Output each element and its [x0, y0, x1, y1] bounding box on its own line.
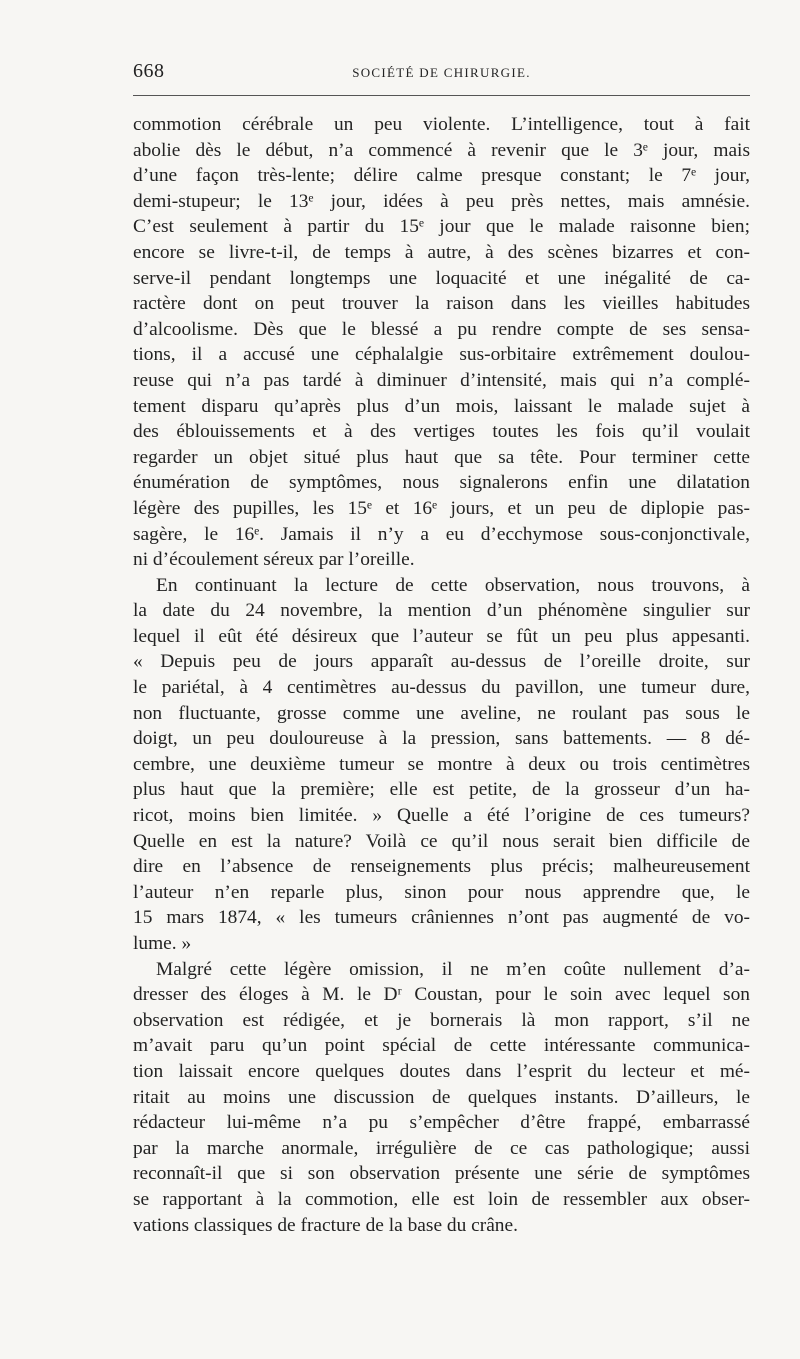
text-line: tions, il a accusé une céphalalgie sus-orbitaire extrêmement doulou- — [133, 344, 750, 366]
page-number: 668 — [133, 60, 165, 82]
text-line: Quelle en est la nature? Voilà ce qu’il nous serait bien difficile de — [133, 830, 750, 852]
text-line: En continuant la lecture de cette observation, nous trouvons, à — [156, 574, 750, 596]
running-head: SOCIÉTÉ DE CHIRURGIE. — [352, 65, 531, 80]
text-line: énumération de symptômes, nous signalerons enfin une dilatation — [133, 472, 750, 494]
text-line: serve-il pendant longtemps une loquacité et une inégalité de ca- — [133, 267, 750, 289]
page-header — [133, 58, 750, 88]
text-line: reconnaît-il que si son observation présente une série de symptômes — [133, 1163, 750, 1185]
text-line: doigt, un peu douloureuse à la pression, sans battements. — 8 dé- — [133, 728, 750, 750]
text-line: vations classiques de fracture de la base du crâne. — [133, 1214, 518, 1236]
text-line: cembre, une deuxième tumeur se montre à deux ou trois centimètres — [133, 753, 750, 775]
text-line: sagère, le 16ᵉ. Jamais il n’y a eu d’ecchymose sous-conjonctivale, — [133, 523, 750, 545]
text-line: abolie dès le début, n’a commencé à revenir que le 3ᵉ jour, mais — [133, 139, 750, 161]
paragraph — [133, 112, 750, 573]
text-line: m’avait paru qu’un point spécial de cette intéressante communica- — [133, 1035, 750, 1057]
paragraph — [133, 573, 750, 957]
text-line: l’auteur n’en reparle plus, sinon pour nous apprendre que, le — [133, 881, 750, 903]
text-line: Malgré cette légère omission, il ne m’en coûte nullement d’a- — [156, 958, 750, 980]
text-line: dresser des éloges à M. le Dʳ Coustan, pour le soin avec lequel son — [133, 984, 750, 1006]
text-line: tement disparu qu’après plus d’un mois, laissant le malade sujet à — [133, 395, 750, 417]
text-line: regarder un objet situé plus haut que sa tête. Pour terminer cette — [133, 446, 750, 468]
text-line: rédacteur lui-même n’a pu s’empêcher d’être frappé, embarrassé — [133, 1112, 750, 1134]
paragraph — [133, 957, 750, 1239]
text-line: encore se livre-t-il, de temps à autre, à des scènes bizarres et con- — [133, 241, 750, 263]
text-line: observation est rédigée, et je bornerais là mon rapport, s’il ne — [133, 1009, 750, 1031]
text-line: « Depuis peu de jours apparaît au-dessus de l’oreille droite, sur — [133, 651, 750, 673]
text-line: C’est seulement à partir du 15ᵉ jour que le malade raisonne bien; — [133, 216, 750, 238]
text-line: ni d’écoulement séreux par l’oreille. — [133, 549, 415, 571]
text-line: légère des pupilles, les 15ᵉ et 16ᵉ jours, et un peu de diplopie pas- — [133, 497, 750, 519]
text-line: commotion cérébrale un peu violente. L’intelligence, tout à fait — [133, 114, 750, 135]
text-line: ractère dont on peut trouver la raison dans les vieilles habitudes — [133, 293, 750, 315]
text-line: la date du 24 novembre, la mention d’un phénomène singulier sur — [133, 600, 750, 622]
text-line: se rapportant à la commotion, elle est loin de ressembler aux obser- — [133, 1188, 750, 1210]
text-line: par la marche anormale, irrégulière de ce cas pathologique; aussi — [133, 1137, 750, 1159]
text-line: des éblouissements et à des vertiges toutes les fois qu’il voulait — [133, 421, 750, 443]
text-line: lume. » — [133, 933, 192, 954]
text-line: lequel il eût été désireux que l’auteur se fût un peu plus appesanti. — [133, 625, 750, 647]
text-line: reuse qui n’a pas tardé à diminuer d’intensité, mais qui n’a complé- — [133, 369, 750, 391]
text-line: ricot, moins bien limitée. » Quelle a été l’origine de ces tumeurs? — [133, 805, 750, 827]
text-line: 15 mars 1874, « les tumeurs crâniennes n’ont pas augmenté de vo- — [133, 907, 750, 929]
text-line: demi-stupeur; le 13ᵉ jour, idées à peu près nettes, mais amnésie. — [133, 190, 750, 212]
text-line: tion laissait encore quelques doutes dans l’esprit du lecteur et mé- — [133, 1060, 750, 1082]
text-line: d’alcoolisme. Dès que le blessé a pu rendre compte de ses sensa- — [133, 318, 750, 340]
text-line: d’une façon très-lente; délire calme presque constant; le 7ᵉ jour, — [133, 165, 750, 187]
text-line: plus haut que la première; elle est petite, de la grosseur d’un ha- — [133, 779, 750, 801]
text-line: dire en l’absence de renseignements plus précis; malheureusement — [133, 856, 750, 878]
header-rule — [133, 95, 750, 96]
text-line: le pariétal, à 4 centimètres au-dessus du pavillon, une tumeur dure, — [133, 677, 750, 699]
body-text — [133, 112, 750, 1238]
text-line: ritait au moins une discussion de quelques instants. D’ailleurs, le — [133, 1086, 750, 1108]
text-line: non fluctuante, grosse comme une aveline, ne roulant pas sous le — [133, 702, 750, 724]
